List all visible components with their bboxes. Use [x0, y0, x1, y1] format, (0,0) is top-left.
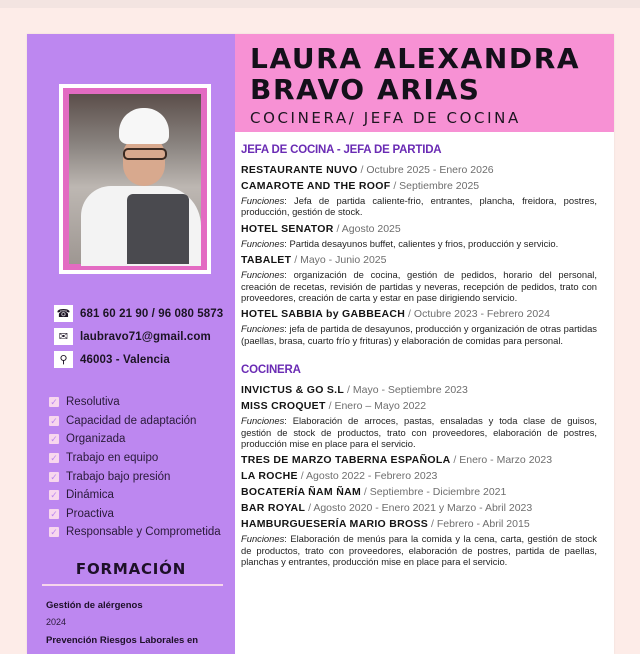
email-address[interactable]: laubravo71@gmail.com [80, 330, 211, 343]
job-entry [241, 485, 597, 499]
functions-label: Funciones [241, 533, 285, 545]
job-entry [241, 179, 597, 193]
separator: / [305, 502, 314, 515]
checkbox-icon: ✓ [50, 508, 58, 519]
job-functions [241, 533, 597, 567]
checkbox-icon: ✓ [50, 453, 58, 464]
checkbox-icon: ✓ [50, 415, 58, 426]
functions-label: Funciones [241, 323, 285, 335]
company-name: HOTEL SENATOR [241, 222, 334, 235]
job-entry [241, 399, 597, 413]
company-name: LA ROCHE [241, 470, 298, 483]
separator: / [291, 254, 301, 267]
job-dates: Septiembre 2025 [399, 180, 480, 192]
job-functions [241, 415, 597, 449]
job-dates: Febrero - Abril 2015 [436, 518, 530, 531]
email-icon: ✉ [54, 328, 73, 345]
functions-text: : organización de cocina, gestión de pedidos, horario del personal, creación de recetas, revisión de partidas y neveras, recepción de pedidos, trato con proveedores, creación de carta y estar en pase dirigiendo servicio. [241, 269, 597, 304]
skill-item: ✓ Trabajo bajo presión [50, 470, 171, 483]
formacion-item [46, 635, 198, 646]
job-entry [241, 253, 597, 267]
full-name-line2: BRAVO ARIAS [250, 73, 481, 106]
job-entry [241, 163, 597, 177]
job-dates: Enero - Marzo 2023 [459, 454, 553, 467]
skill-item: ✓ Dinámica [50, 489, 114, 502]
functions-text: : Partida desayunos buffet, calientes y frios, producción y servicio. [284, 237, 559, 249]
checkbox-icon: ✓ [50, 434, 58, 445]
job-entry [241, 453, 597, 467]
phone-number: 681 60 21 90 / 96 080 5873 [80, 307, 224, 320]
skills-list [49, 393, 221, 542]
functions-text: : jefa de partida de desayunos, producción y organización de otras partidas (paellas, brasa, cuarto frío y frituras) y elaboración de comidas para personal. [241, 323, 597, 346]
course-year: 2024 [46, 617, 67, 627]
job-entry [241, 517, 597, 531]
skill-item: ✓ Organizada [50, 433, 126, 446]
separator: / [428, 518, 437, 531]
profile-photo-frame [59, 84, 211, 274]
job-dates: Mayo - Septiembre 2023 [352, 384, 468, 397]
separator: / [361, 486, 370, 499]
course-title: Prevención Riesgos Laborales en [46, 635, 199, 646]
full-name-line1: LAURA ALEXANDRA [250, 42, 581, 75]
job-dates: Enero – Mayo 2022 [334, 400, 427, 413]
job-entry [241, 383, 597, 397]
formacion-heading: FORMACIÓN [75, 560, 187, 578]
company-name: HOTEL SABBIA by GABBEACH [241, 308, 406, 321]
job-entry [241, 469, 597, 483]
checkbox-icon: ✓ [50, 527, 58, 538]
job-dates: Agosto 2022 - Febrero 2023 [306, 470, 438, 483]
job-functions [241, 323, 597, 346]
job-entry [241, 222, 597, 236]
contact-location [54, 348, 223, 371]
phone-icon: ☎ [54, 305, 73, 322]
job-functions [241, 269, 597, 303]
contact-phone [54, 302, 223, 325]
functions-label: Funciones [241, 237, 285, 249]
location-text: 46003 - Valencia [80, 353, 170, 366]
job-functions [241, 195, 597, 218]
course-title: Gestión de alérgenos [46, 600, 143, 611]
checkbox-icon: ✓ [50, 471, 58, 482]
separator: / [450, 454, 460, 467]
job-entry [241, 501, 597, 515]
company-name: RESTAURANTE NUVO [241, 164, 358, 176]
checkbox-icon: ✓ [50, 490, 58, 501]
company-name: BOCATERÍA ÑAM ÑAM [241, 486, 362, 499]
separator: / [344, 384, 353, 397]
company-name: INVICTUS & GO S.L [241, 384, 345, 397]
separator: / [297, 470, 307, 483]
chef-hat [119, 108, 169, 144]
functions-label: Funciones [241, 195, 285, 206]
skill-item: ✓ Resolutiva [50, 396, 120, 409]
skill-item: ✓ Trabajo en equipo [50, 452, 159, 465]
checkbox-icon: ✓ [50, 397, 58, 408]
separator: / [357, 164, 367, 176]
name-header [235, 34, 614, 132]
experience-section [241, 144, 597, 572]
job-functions [241, 238, 597, 249]
functions-label: Funciones [241, 415, 285, 427]
company-name: TABALET [241, 254, 292, 267]
profile-photo [69, 94, 201, 264]
section-heading: COCINERA [241, 364, 301, 377]
top-strip [0, 0, 640, 8]
job-dates: Octubre 2023 - Febrero 2024 [413, 308, 550, 321]
location-pin-icon: ⚲ [54, 351, 73, 368]
functions-label: Funciones [241, 269, 285, 281]
sidebar [27, 34, 235, 654]
job-entry [241, 307, 597, 321]
resume-page [27, 34, 614, 654]
job-dates: Septiembre - Diciembre 2021 [369, 486, 507, 499]
functions-text: : Jefa de partida caliente-frio, entrantes, plancha, freidora, postres, producción, gestión de stock. [241, 195, 597, 218]
formacion-item [46, 600, 143, 627]
job-title: COCINERA/ JEFA DE COCINA [250, 109, 521, 127]
company-name: TRES DE MARZO TABERNA ESPAÑOLA [241, 454, 451, 467]
job-dates: Octubre 2025 - Enero 2026 [366, 164, 494, 176]
company-name: BAR ROYAL [241, 502, 306, 515]
separator: / [325, 400, 335, 413]
divider [42, 584, 223, 586]
separator: / [405, 308, 414, 321]
separator: / [333, 222, 342, 235]
company-name: HAMBURGUESERÍA MARIO BROSS [241, 518, 429, 531]
skill-item: ✓ Capacidad de adaptación [50, 414, 197, 427]
job-dates: Mayo - Junio 2025 [300, 254, 387, 267]
separator: / [390, 180, 400, 192]
job-dates: Agosto 2020 - Enero 2021 y Marzo - Abril 2023 [313, 502, 533, 515]
contact-list [54, 302, 223, 371]
job-dates: Agosto 2025 [341, 222, 401, 235]
contact-email [54, 325, 223, 348]
functions-text: : Elaboración de arroces, pastas, ensaladas y toda clase de guisos, gestión de stock de productos, trato con proveedores, elaboración de postres, producción mise en place para el servicio. [241, 415, 597, 450]
functions-text: : Elaboración de menús para la comida y la cena, carta, gestión de stock de productos, trato con proveedores, elaboración de postres, partida de paellas, planchas y entrantes, producción mise en place para el servicio. [241, 533, 597, 568]
skill-item: ✓ Responsable y Comprometida [50, 526, 221, 539]
company-name: MISS CROQUET [241, 400, 326, 413]
skill-item: ✓ Proactiva [50, 507, 114, 520]
section-heading: JEFA DE COCINA - JEFA DE PARTIDA [241, 144, 442, 156]
company-name: CAMAROTE AND THE ROOF [241, 180, 391, 192]
